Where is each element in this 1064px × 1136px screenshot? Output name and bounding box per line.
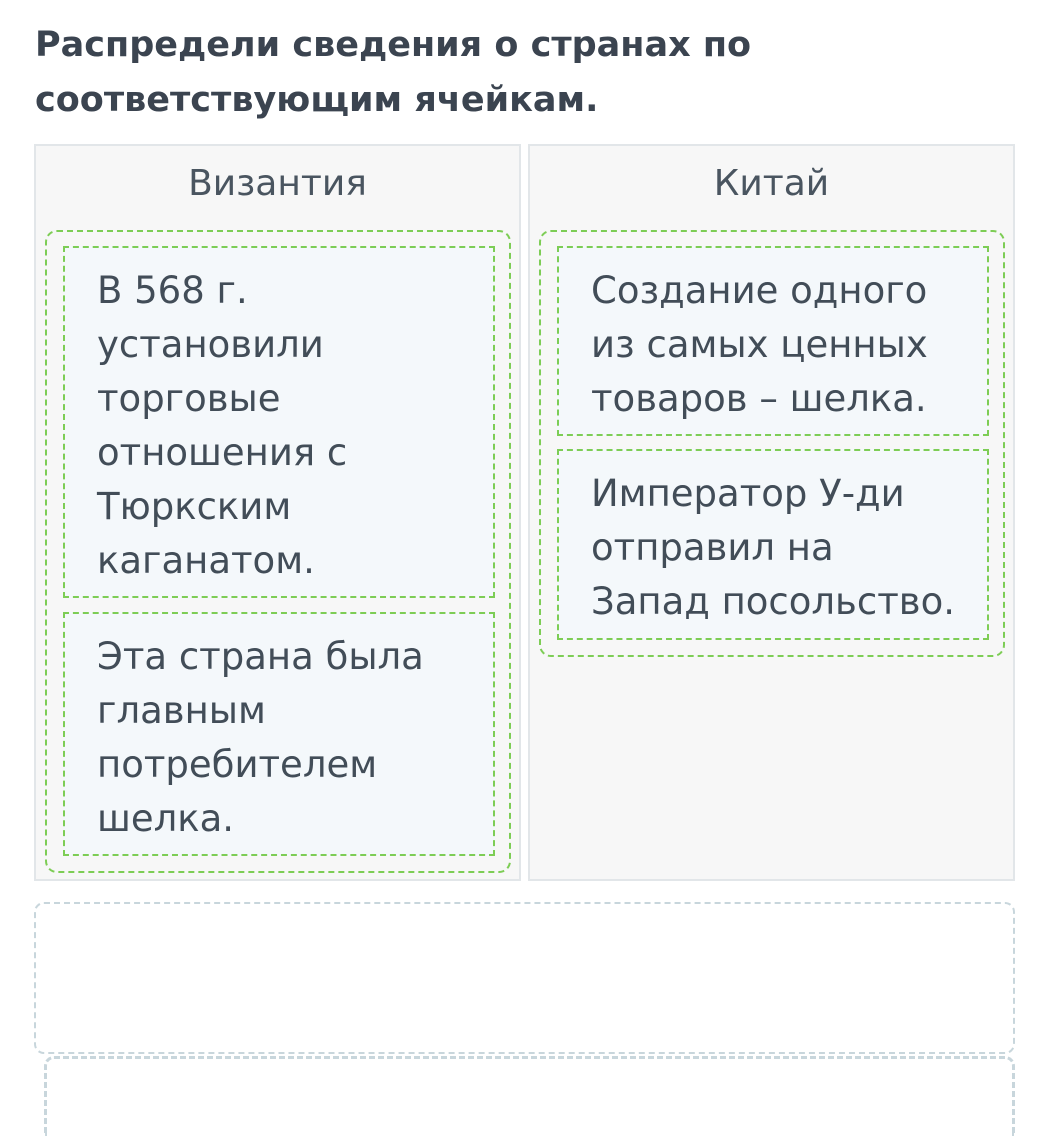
task-title: Распредели сведения о странах по соответствующим ячейкам. bbox=[35, 25, 752, 120]
column-china bbox=[528, 144, 1015, 881]
column-byzantium bbox=[34, 144, 521, 881]
drop-zone-china[interactable] bbox=[539, 230, 1005, 657]
answer-bank-slot[interactable] bbox=[44, 1056, 1015, 1136]
drop-zone-byzantium[interactable] bbox=[45, 230, 511, 873]
column-header-byzantium: Византия bbox=[188, 163, 367, 204]
answer-card[interactable]: Император У-ди отправил на Запад посольство. bbox=[557, 449, 989, 640]
column-header-china: Китай bbox=[713, 163, 830, 204]
answer-bank-area[interactable] bbox=[34, 902, 1015, 1054]
answer-card[interactable]: В 568 г. установили торговые отношения с Тюркским каганатом. bbox=[63, 246, 495, 598]
answer-card[interactable]: Создание одного из самых ценных товаров – шелка. bbox=[557, 246, 989, 436]
answer-card[interactable]: Эта страна была главным потребителем шелка. bbox=[63, 612, 495, 856]
